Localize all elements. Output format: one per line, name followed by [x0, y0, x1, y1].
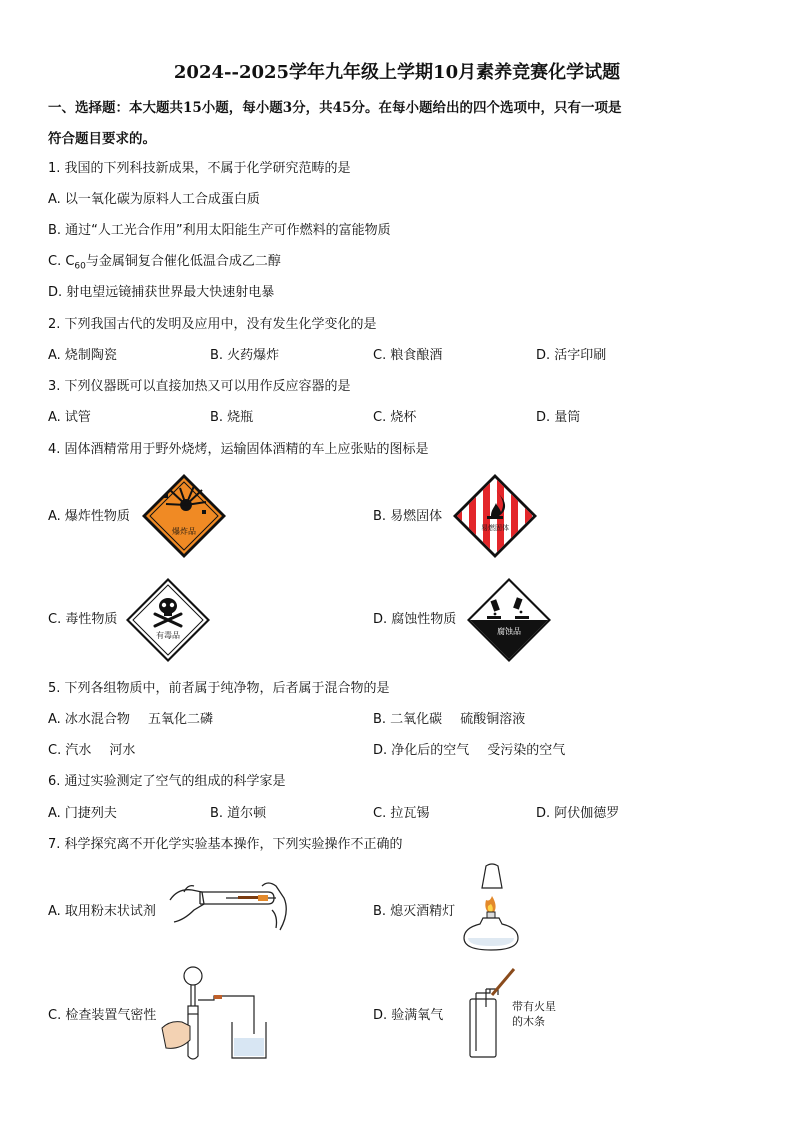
q5-option-b-second: 硫酸铜溶液: [460, 712, 526, 727]
q7-option-d: D. 验满氧气: [373, 1008, 444, 1023]
q4-stem: 4. 固体酒精常用于野外烧烤，运输固体酒精的车上应张贴的图标是: [48, 442, 429, 457]
q5-option-c-first: C. 汽水: [48, 743, 92, 758]
q6-stem: 6. 通过实验测定了空气的组成的科学家是: [48, 774, 286, 789]
q3-option-b: B. 烧瓶: [210, 410, 254, 425]
alcohol-lamp-illustration: [456, 862, 526, 954]
q5-option-c-second: 河水: [109, 743, 136, 758]
q6-option-a: A. 门捷列夫: [48, 806, 117, 821]
q1-option-c-rest: 与金属铜复合催化低温合成乙二醇: [85, 254, 281, 269]
q5-stem: 5. 下列各组物质中，前者属于纯净物，后者属于混合物的是: [48, 681, 390, 696]
q2-option-c: C. 粮食酿酒: [373, 348, 443, 363]
corrosive-sign-label: 腐蚀品: [497, 627, 521, 636]
q5-option-b-first: B. 二氧化碳: [373, 712, 443, 727]
q5-option-a-second: 五氧化二磷: [147, 712, 213, 727]
q5-option-b: [373, 711, 525, 729]
q5-option-a-first: A. 冰水混合物: [48, 712, 130, 727]
toxic-sign-icon: [124, 576, 212, 664]
flammable-sign-label: 易燃固体: [481, 524, 509, 532]
section-heading-line2: 符合题目要求的。: [48, 131, 156, 147]
section-heading-line1: 一、选择题：本大题共15小题，每小题3分，共45分。在每小题给出的四个选项中，只有一项是: [48, 100, 622, 116]
q7-d-label-line2: 的木条: [512, 1015, 545, 1028]
q6-option-b: B. 道尔顿: [210, 806, 267, 821]
q1-stem: 1. 我国的下列科技新成果，不属于化学研究范畴的是: [48, 161, 351, 176]
explosive-sign-icon: [140, 472, 228, 560]
toxic-sign-label: 有毒品: [156, 631, 180, 640]
q4-option-a: A. 爆炸性物质: [48, 509, 130, 524]
q3-option-d: D. 量筒: [536, 410, 581, 425]
q4-option-c: C. 毒性物质: [48, 612, 118, 627]
q5-option-a: [48, 711, 213, 729]
q2-option-a: A. 烧制陶瓷: [48, 348, 117, 363]
q6-option-c: C. 拉瓦锡: [373, 806, 430, 821]
q3-option-c: C. 烧杯: [373, 410, 417, 425]
q1-option-b: B. 通过“人工光合作用”利用太阳能生产可作燃料的富能物质: [48, 223, 391, 238]
q2-option-d: D. 活字印刷: [536, 348, 607, 363]
q5-option-c: [48, 742, 135, 760]
q1-option-c-subscript: 60: [74, 261, 86, 272]
q7-option-c: C. 检查装置气密性: [48, 1008, 157, 1023]
q5-option-d-first: D. 净化后的空气: [373, 743, 470, 758]
page-title: 2024--2025学年九年级上学期10月素养竞赛化学试题: [173, 62, 621, 83]
powder-reagent-test-tube-illustration: [164, 870, 292, 942]
q5-option-d-second: 受污染的空气: [487, 743, 566, 758]
explosive-sign-label: 爆炸品: [172, 527, 196, 536]
q7-stem: 7. 科学探究离不开化学实验基本操作，下列实验操作不正确的: [48, 837, 403, 852]
q2-stem: 2. 下列我国古代的发明及应用中，没有发生化学变化的是: [48, 317, 377, 332]
q3-stem: 3. 下列仪器既可以直接加热又可以用作反应容器的是: [48, 379, 351, 394]
flammable-solid-sign-icon: [451, 472, 539, 560]
q1-option-c-prefix: C. C: [48, 254, 75, 269]
q6-option-d: D. 阿伏伽德罗: [536, 806, 620, 821]
q2-option-b: B. 火药爆炸: [210, 348, 280, 363]
q7-d-label-line1: 带有火星: [512, 1000, 556, 1013]
airtightness-check-illustration: [160, 964, 272, 1064]
q4-option-b: B. 易燃固体: [373, 509, 443, 524]
q1-option-c: [48, 253, 281, 276]
corrosive-sign-icon: [465, 576, 553, 664]
q7-option-b: B. 熄灭酒精灯: [373, 904, 456, 919]
q7-option-a: A. 取用粉末状试剂: [48, 904, 156, 919]
q1-option-a: A. 以一氧化碳为原料人工合成蛋白质: [48, 192, 260, 207]
q5-option-d: [373, 742, 565, 760]
q4-option-d: D. 腐蚀性物质: [373, 612, 457, 627]
q3-option-a: A. 试管: [48, 410, 91, 425]
q1-option-d: D. 射电望远镜捕获世界最大快速射电暴: [48, 285, 275, 300]
